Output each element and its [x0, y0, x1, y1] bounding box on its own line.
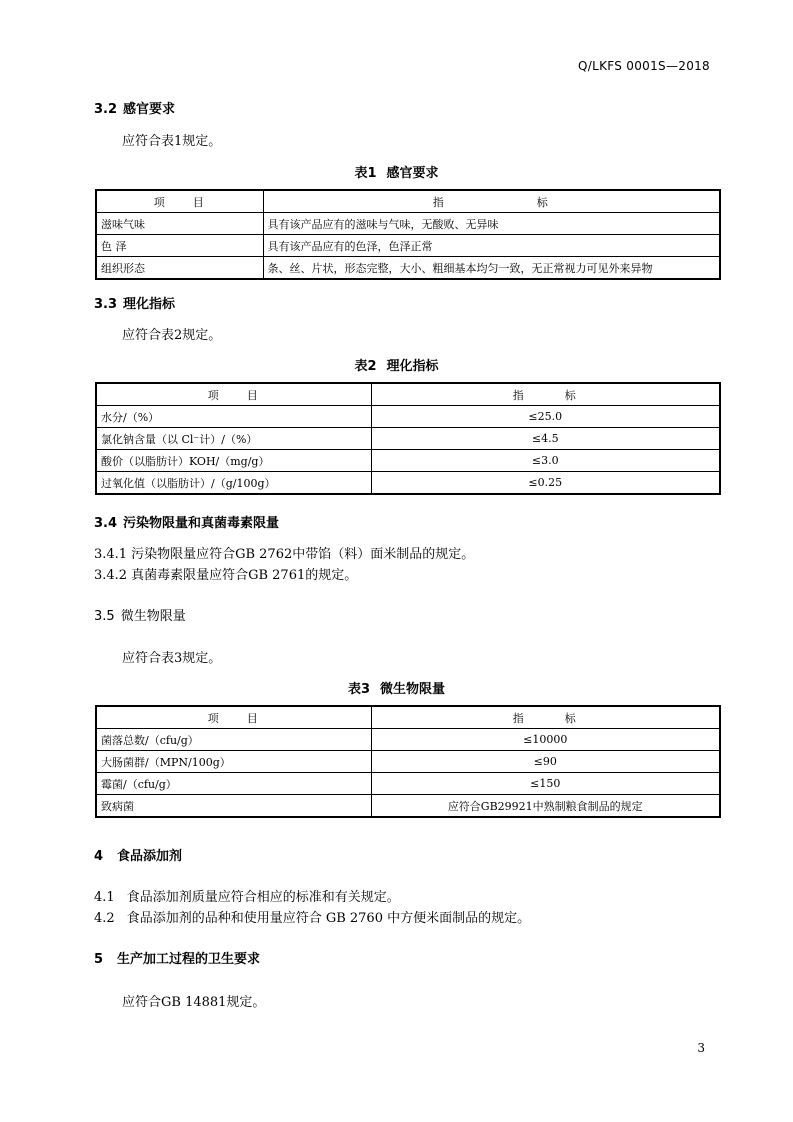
clause-number: 4.2 [94, 911, 115, 926]
row-value: ≤25.0 [371, 406, 720, 428]
column-header-value: 指 标 [371, 383, 720, 406]
table-row [96, 428, 720, 450]
table-row [96, 751, 720, 773]
row-value: ≤150 [371, 773, 720, 795]
row-value: ≤3.0 [371, 450, 720, 472]
row-item: 色 泽 [96, 235, 263, 257]
section-heading-5 [94, 948, 260, 967]
row-item: 组织形态 [96, 257, 263, 280]
section-heading-3-2 [94, 98, 175, 117]
row-item: 滋味气味 [96, 213, 263, 235]
standard-code: Q/LKFS 0001S—2018 [578, 59, 710, 73]
section-number: 5 [94, 952, 104, 967]
caption-number: 表2 [354, 359, 377, 374]
section-number: 3.3 [94, 297, 118, 312]
row-value: 应符合GB29921中熟制粮食制品的规定 [371, 795, 720, 818]
row-value: 条、丝、片状，形态完整，大小、粗细基本均匀一致，无正常视力可见外来异物 [263, 257, 720, 280]
caption-number: 表3 [347, 682, 371, 697]
table-row [96, 773, 720, 795]
section-number: 3.2 [94, 102, 118, 117]
caption-title: 感官要求 [386, 166, 439, 181]
table-row [96, 729, 720, 751]
caption-title: 理化指标 [386, 359, 439, 374]
section-heading-3-3 [94, 293, 175, 312]
row-value: ≤0.25 [371, 472, 720, 495]
table-2-physicochemical [95, 382, 721, 495]
table-row [96, 450, 720, 472]
column-header-item: 项 目 [96, 383, 371, 406]
row-value: 具有该产品应有的滋味与气味，无酸败、无异味 [263, 213, 720, 235]
section-title: 理化指标 [123, 297, 176, 312]
row-item: 菌落总数/（cfu/g） [96, 729, 371, 751]
table-1-sensory [95, 189, 721, 280]
table-header-row [96, 383, 720, 406]
row-value: 具有该产品应有的色泽，色泽正常 [263, 235, 720, 257]
section-text-3-3: 应符合表2规定。 [122, 328, 222, 343]
table-header-row [96, 190, 720, 213]
clause-text: 食品添加剂的品种和使用量应符合 GB 2760 中方便米面制品的规定。 [126, 911, 531, 926]
section-number: 4 [94, 849, 104, 864]
row-item: 水分/（%） [96, 406, 371, 428]
section-number: 3.4 [94, 516, 118, 531]
row-item: 氯化钠含量（以 Cl⁻计）/（%） [96, 428, 371, 450]
clause-number: 4.1 [94, 890, 115, 905]
caption-title: 微生物限量 [380, 682, 446, 697]
column-header-item: 项 目 [96, 706, 371, 729]
column-header-item: 项 目 [96, 190, 263, 213]
row-item: 酸价（以脂肪计）KOH/（mg/g） [96, 450, 371, 472]
table-3-caption [0, 678, 793, 697]
section-title: 污染物限量和真菌毒素限量 [123, 516, 280, 531]
row-item: 霉菌/（cfu/g） [96, 773, 371, 795]
section-title: 感官要求 [123, 102, 176, 117]
row-item: 过氧化值（以脂肪计）/（g/100g） [96, 472, 371, 495]
row-item: 大肠菌群/（MPN/100g） [96, 751, 371, 773]
section-title: 生产加工过程的卫生要求 [117, 952, 261, 967]
section-number: 3.5 [94, 609, 115, 624]
table-3-microbial [95, 705, 721, 818]
caption-number: 表1 [354, 166, 377, 181]
row-value: ≤4.5 [371, 428, 720, 450]
page-number: 3 [697, 1041, 705, 1055]
column-header-value: 指 标 [263, 190, 720, 213]
table-row [96, 472, 720, 495]
section-heading-4 [94, 845, 182, 864]
section-text-3-2: 应符合表1规定。 [122, 134, 222, 149]
clause-4-2 [94, 907, 530, 926]
table-row [96, 257, 720, 280]
row-value: ≤90 [371, 751, 720, 773]
row-value: ≤10000 [371, 729, 720, 751]
section-text-3-5: 应符合表3规定。 [122, 651, 222, 666]
table-row [96, 213, 720, 235]
clause-4-1 [94, 886, 400, 905]
clause-text: 污染物限量应符合GB 2762中带馅（料）面米制品的规定。 [131, 547, 475, 562]
clause-number: 3.4.1 [94, 547, 128, 562]
clause-text: 真菌毒素限量应符合GB 2761的规定。 [131, 568, 358, 583]
clause-text: 食品添加剂质量应符合相应的标准和有关规定。 [126, 890, 400, 905]
column-header-value: 指 标 [371, 706, 720, 729]
section-heading-3-4 [94, 512, 279, 531]
table-row [96, 406, 720, 428]
clause-3-4-1 [94, 543, 474, 562]
row-item: 致病菌 [96, 795, 371, 818]
table-row [96, 795, 720, 818]
section-title: 食品添加剂 [117, 849, 183, 864]
table-1-caption [0, 162, 793, 181]
section-title: 微生物限量 [120, 609, 186, 624]
section-text-5: 应符合GB 14881规定。 [122, 995, 266, 1010]
section-heading-3-5 [94, 605, 186, 624]
table-2-caption [0, 355, 793, 374]
clause-number: 3.4.2 [94, 568, 128, 583]
clause-3-4-2 [94, 564, 357, 583]
table-header-row [96, 706, 720, 729]
table-row [96, 235, 720, 257]
